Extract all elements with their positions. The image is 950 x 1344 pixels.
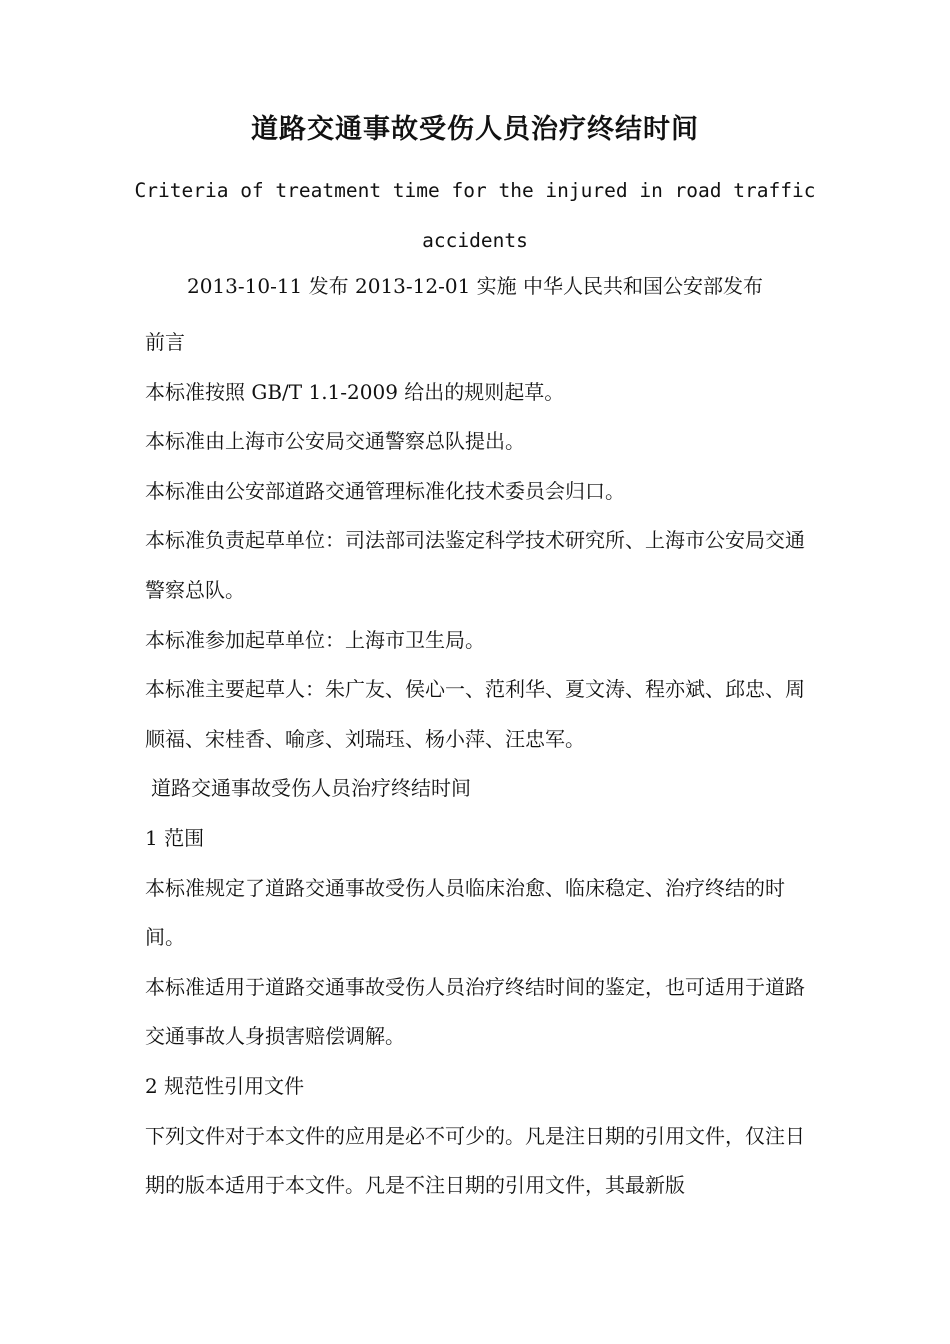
paragraph: 本标准规定了道路交通事故受伤人员临床治愈、临床稳定、治疗终结的时间。 [145, 875, 785, 950]
release-info: 2013-10-11 发布 2013-12-01 实施 中华人民共和国公安部发布 [186, 274, 764, 298]
paragraph: 本标准适用于道路交通事故受伤人员治疗终结时间的鉴定，也可适用于道路交通事故人身损害赔偿调解。 [145, 974, 805, 1049]
paragraph: 下列文件对于本文件的应用是必不可少的。凡是注日期的引用文件，仅注日期的版本适用于本文件。凡是不注日期的引用文件，其最新版 [145, 1123, 805, 1198]
paragraph: 本标准负责起草单位：司法部司法鉴定科学技术研究所、上海市公安局交通警察总队。 [145, 528, 805, 602]
paragraph: 本标准按照 GB/T 1.1-2009 给出的规则起草。 [145, 379, 565, 404]
section-heading-foreword: 前言 [145, 330, 185, 354]
english-title-line-1: Criteria of treatment time for the injured in road traffic [134, 179, 816, 202]
paragraph: 本标准主要起草人：朱广友、侯心一、范利华、夏文涛、程亦斌、邱忠、周顺福、宋桂香、喻彦、刘瑞珏、杨小萍、汪忠军。 [145, 677, 805, 751]
paragraph: 本标准参加起草单位：上海市卫生局。 [145, 627, 485, 652]
english-title-line-2: accidents [422, 229, 528, 252]
section-heading-scope: 1 范围 [145, 825, 205, 850]
document-body [145, 318, 810, 1211]
english-title [120, 166, 830, 266]
document-title: 道路交通事故受伤人员治疗终结时间 [251, 114, 699, 145]
paragraph: 本标准由公安部道路交通管理标准化技术委员会归口。 [145, 478, 625, 503]
section-title: 道路交通事故受伤人员治疗终结时间 [151, 776, 471, 801]
paragraph: 本标准由上海市公安局交通警察总队提出。 [145, 429, 525, 454]
section-heading-references: 2 规范性引用文件 [145, 1073, 305, 1098]
